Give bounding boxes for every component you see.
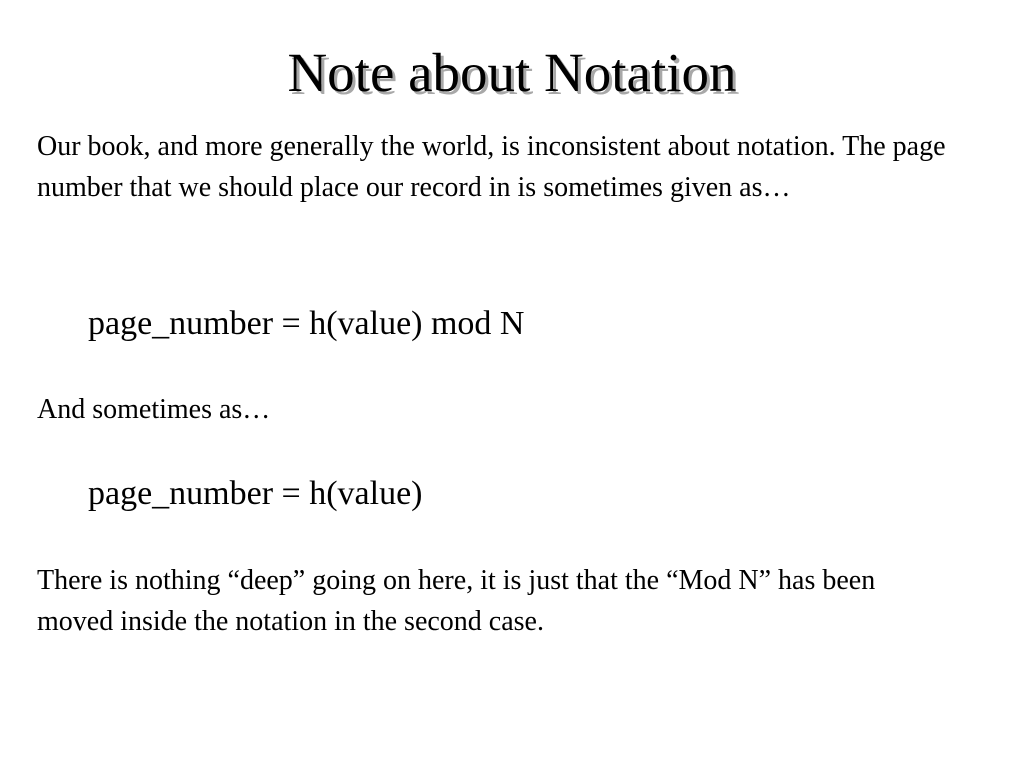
transition-paragraph: And sometimes as… (37, 394, 271, 425)
slide-title: Note about Notation (287, 42, 737, 103)
formula-with-mod: page_number = h(value) mod N (88, 305, 525, 342)
formula-without-mod: page_number = h(value) (88, 475, 423, 512)
explanation-paragraph: There is nothing “deep” going on here, it is just that the “Mod N” has been moved inside the notation in the second case. (37, 565, 876, 637)
intro-paragraph: Our book, and more generally the world, is inconsistent about notation. The page number that we should place our record in is sometimes given as… (37, 131, 946, 203)
